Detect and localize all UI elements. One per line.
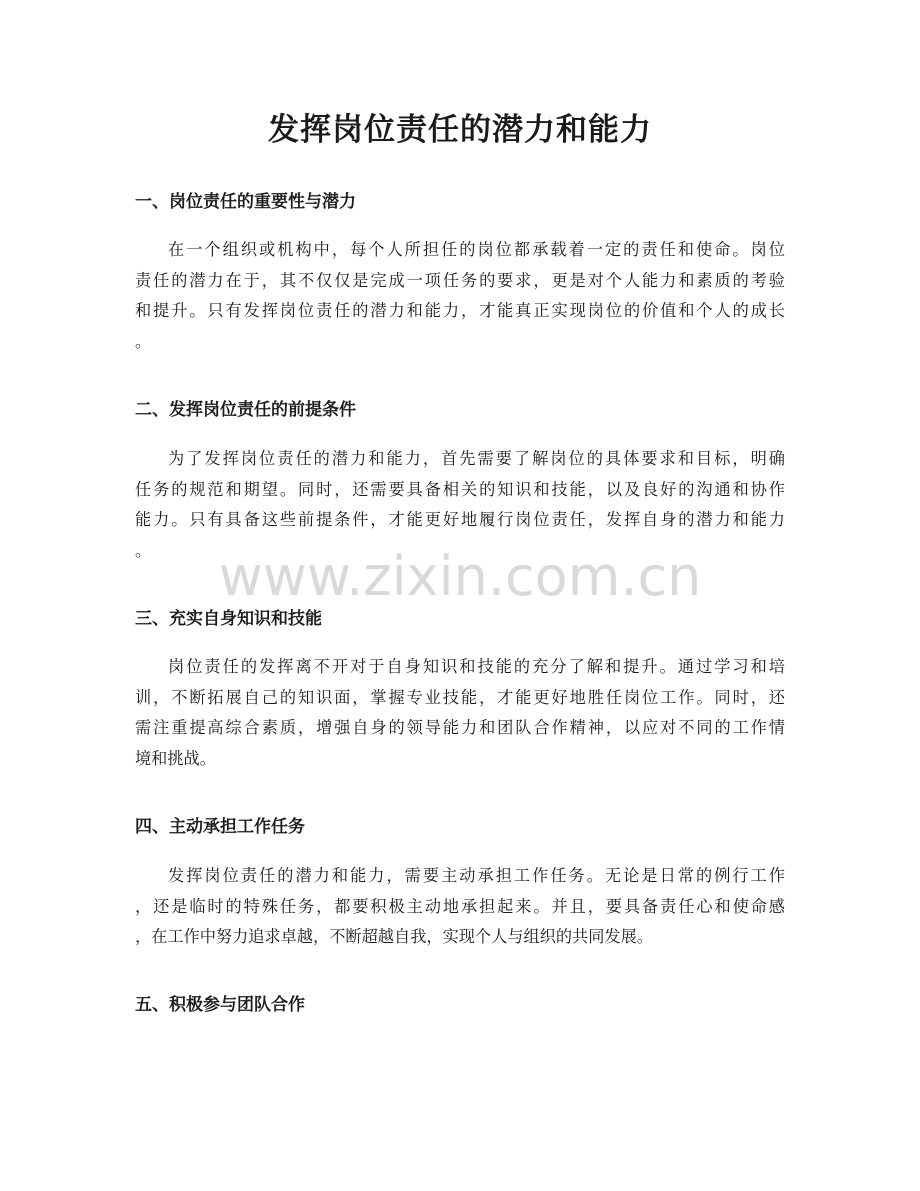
section-heading-2: 二、发挥岗位责任的前提条件 [135,400,356,420]
section-paragraph-1 [135,235,785,357]
paragraph-line: 在一个组织或机构中，每个人所担任的岗位都承载着一定的责任和使命。岗位 [168,240,785,259]
paragraph-line: ，在工作中努力追求卓越，不断超越自我，实现个人与组织的共同发展。 [135,927,653,946]
paragraph-line: 。 [135,331,152,351]
paragraph-line: 训，不断拓展自己的知识面，掌握专业技能，才能更好地胜任岗位工作。同时，还 [135,687,785,707]
paragraph-line: 任务的规范和期望。同时，还需要具备相关的知识和技能，以及良好的沟通和协作 [135,479,785,499]
paragraph-line: 岗位责任的发挥离不开对于自身知识和技能的充分了解和提升。通过学习和培 [168,657,785,676]
paragraph-line: 责任的潜力在于，其不仅仅是完成一项任务的要求，更是对个人能力和素质的考验 [135,270,785,290]
paragraph-line: 。 [135,540,152,560]
section-paragraph-4 [135,861,785,953]
paragraph-line: 能力。只有具备这些前提条件，才能更好地履行岗位责任，发挥自身的潜力和能力 [135,510,785,529]
section-paragraph-2 [135,444,785,566]
section-heading-3: 三、充实自身知识和技能 [135,609,322,629]
paragraph-line: 和提升。只有发挥岗位责任的潜力和能力，才能真正实现岗位的价值和个人的成长 [135,301,785,320]
paragraph-line: 境和挑战。 [135,748,216,768]
paragraph-line: 发挥岗位责任的潜力和能力，需要主动承担工作任务。无论是日常的例行工作 [168,866,785,885]
document-title: 发挥岗位责任的潜力和能力 [268,112,652,148]
watermark-text: www.zixin.com.cn [218,545,702,608]
section-heading-1: 一、岗位责任的重要性与潜力 [135,192,356,212]
paragraph-line: 为了发挥岗位责任的潜力和能力，首先需要了解岗位的具体要求和目标，明确 [168,449,785,468]
section-heading-5: 五、积极参与团队合作 [135,995,305,1015]
paragraph-line: 需注重提高综合素质，增强自身的领导能力和团队合作精神，以应对不同的工作情 [135,718,785,737]
section-heading-4: 四、主动承担工作任务 [135,817,305,837]
paragraph-line: ，还是临时的特殊任务，都要积极主动地承担起来。并且，要具备责任心和使命感 [135,896,785,916]
section-paragraph-3 [135,652,785,774]
